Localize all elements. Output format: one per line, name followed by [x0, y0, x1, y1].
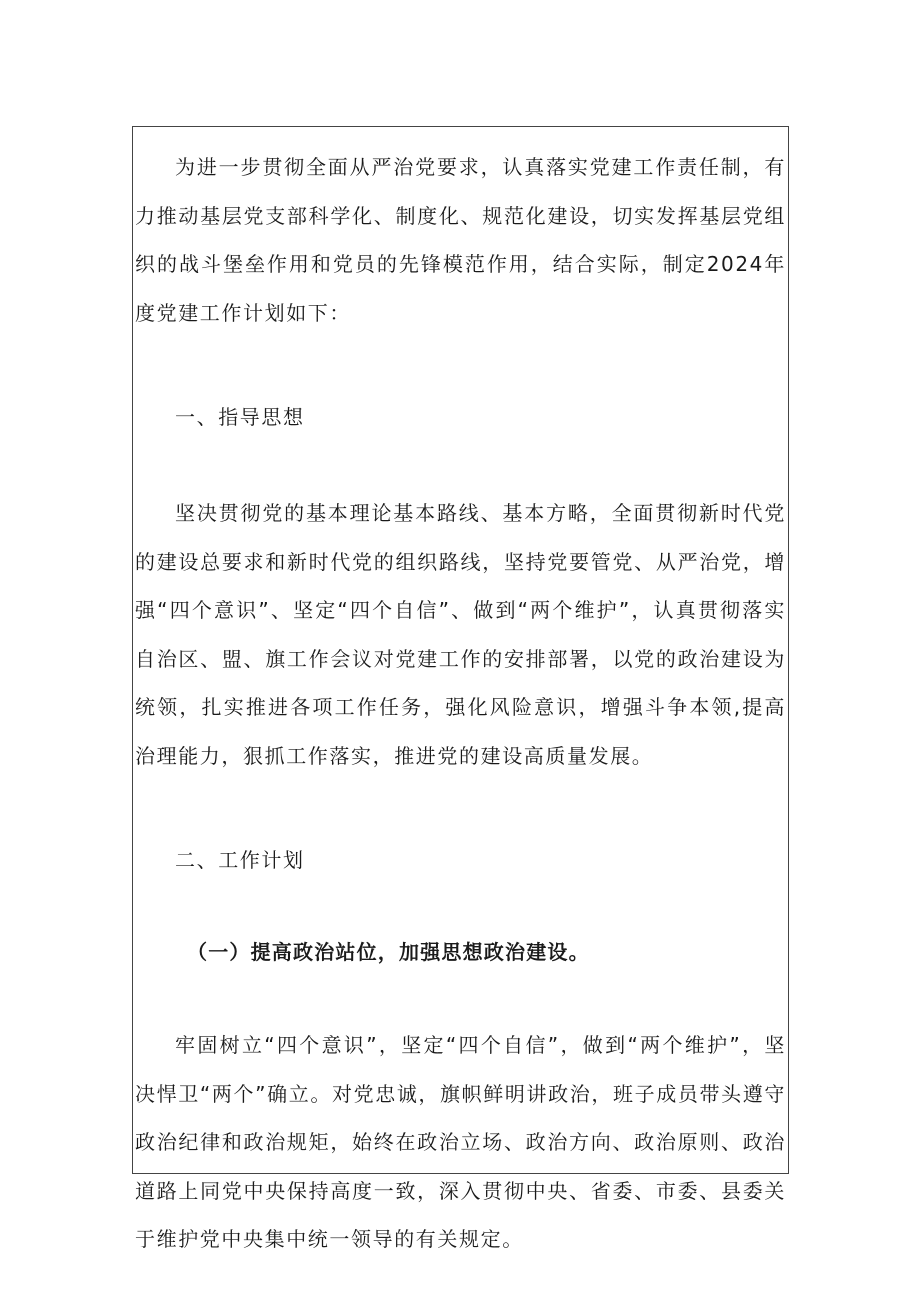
spacer [135, 976, 786, 1021]
spacer [135, 441, 786, 489]
section-heading-work-plan: 二、工作计划 [175, 848, 305, 872]
document-body [133, 127, 788, 1264]
intro-paragraph: 为进一步贯彻全面从严治党要求，认真落实党建工作责任制，有力推动基层党支部科学化、制度化、规范化建设，切实发挥基层党组织的战斗堡垒作用和党员的先锋模范作用，结合实际，制定2024年度党建工作计划如下： [135, 155, 786, 325]
political-stance-paragraph: 牢固树立“四个意识”，坚定“四个自信”，做到“两个维护”，坚决悍卫“两个”确立。对党忠诚，旗帜鲜明讲政治，班子成员带头遵守政治纪律和政治规矩，始终在政治立场、政治方向、政治原则、政治道路上同党中央保持高度一致，深入贯彻中央、省委、市委、县委关于维护党中央集中统一领导的有关规定。 [135, 1033, 786, 1251]
subsection-heading-political-stance: （一）提高政治站位，加强思想政治建设。 [187, 940, 590, 964]
document-frame [132, 126, 789, 1251]
spacer [135, 337, 786, 393]
section-heading-guiding-thought: 一、指导思想 [175, 405, 305, 429]
spacer [135, 884, 786, 928]
guiding-thought-paragraph: 坚决贯彻党的基本理论基本路线、基本方略，全面贯彻新时代党的建设总要求和新时代党的组织路线，坚持党要管党、从严治党，增强“四个意识”、坚定“四个自信”、做到“两个维护”，认真贯彻落实自治区、盟、旗工作会议对党建工作的安排部署，以党的政治建设为统领，扎实推进各项工作任务，强化风险意识，增强斗争本领,提高治理能力，狠抓工作落实，推进党的建设高质量发展。 [135, 501, 786, 768]
spacer [135, 780, 786, 836]
